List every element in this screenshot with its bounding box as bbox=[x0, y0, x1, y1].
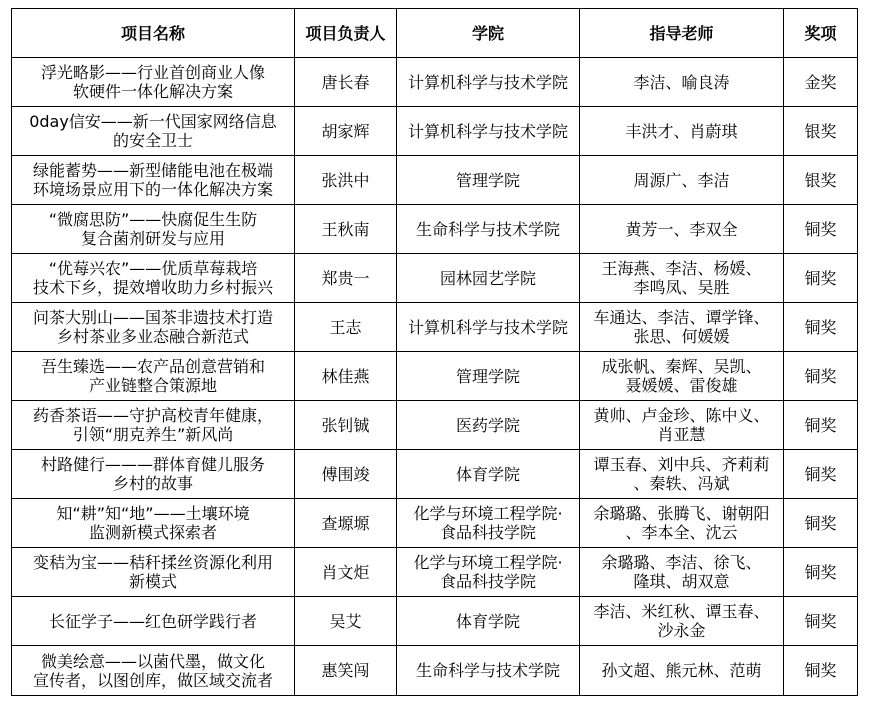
cell-college-line: 管理学院 bbox=[455, 170, 520, 190]
cell-project-name-line: “微腐思防”——快腐促生生防 bbox=[48, 210, 258, 229]
cell-advisors bbox=[580, 254, 784, 303]
cell-project-name bbox=[12, 352, 295, 401]
table-row bbox=[12, 548, 858, 597]
cell-advisors-line: 丰洪才、肖蔚琪 bbox=[625, 121, 738, 141]
table-row bbox=[12, 597, 858, 646]
cell-project-leader: 郑贵一 bbox=[295, 254, 397, 303]
cell-project-name-line: 产业链整合策源地 bbox=[88, 376, 217, 395]
cell-project-name-line: 环境场景应用下的一体化解决方案 bbox=[32, 180, 273, 199]
awards-table bbox=[11, 8, 858, 696]
cell-advisors-line: 成张帆、秦辉、吴凯、 bbox=[601, 357, 762, 376]
cell-project-leader: 张洪中 bbox=[295, 156, 397, 205]
table-row bbox=[12, 156, 858, 205]
cell-advisors bbox=[580, 597, 784, 646]
awards-table-container bbox=[11, 8, 858, 696]
cell-project-leader: 唐长春 bbox=[295, 58, 397, 107]
cell-advisors-line: 黄芳一、李双全 bbox=[625, 219, 738, 239]
cell-project-name bbox=[12, 303, 295, 352]
table-row bbox=[12, 450, 858, 499]
cell-project-leader: 查塬塬 bbox=[295, 499, 397, 548]
cell-award: 银奖 bbox=[784, 107, 858, 156]
cell-college bbox=[397, 548, 580, 597]
table-header-row bbox=[12, 9, 858, 58]
cell-advisors-line: 沙永金 bbox=[657, 621, 706, 640]
cell-college-line: 化学与环境工程学院· bbox=[413, 504, 563, 523]
cell-project-name-line: 新模式 bbox=[128, 572, 177, 591]
cell-college-line: 生命科学与技术学院 bbox=[415, 661, 560, 680]
cell-award: 铜奖 bbox=[784, 254, 858, 303]
cell-college-line: 生命科学与技术学院 bbox=[415, 219, 560, 239]
cell-project-name-line: 村路健行———群体育健儿服务 bbox=[40, 455, 265, 474]
cell-project-name bbox=[12, 58, 295, 107]
cell-advisors-line: 聂媛媛、雷俊雄 bbox=[625, 376, 738, 395]
cell-advisors-line: 、李本全、沈云 bbox=[625, 523, 738, 542]
cell-college-line: 医药学院 bbox=[455, 415, 520, 435]
cell-project-name bbox=[12, 156, 295, 205]
cell-college-line: 食品科技学院 bbox=[439, 523, 536, 542]
cell-project-name-line: 复合菌剂研发与应用 bbox=[80, 229, 225, 248]
cell-project-name bbox=[12, 499, 295, 548]
header-advisors: 指导老师 bbox=[580, 9, 784, 58]
cell-project-name bbox=[12, 401, 295, 450]
cell-project-name bbox=[12, 450, 295, 499]
cell-college bbox=[397, 352, 580, 401]
cell-advisors bbox=[580, 548, 784, 597]
cell-award: 铜奖 bbox=[784, 352, 858, 401]
cell-project-leader: 傅围竣 bbox=[295, 450, 397, 499]
cell-college bbox=[397, 58, 580, 107]
cell-advisors bbox=[580, 107, 784, 156]
cell-award: 银奖 bbox=[784, 156, 858, 205]
cell-college bbox=[397, 205, 580, 254]
cell-advisors bbox=[580, 303, 784, 352]
cell-project-leader: 吴艾 bbox=[295, 597, 397, 646]
cell-award: 铜奖 bbox=[784, 401, 858, 450]
cell-college-line: 计算机科学与技术学院 bbox=[407, 317, 568, 337]
cell-advisors-line: 肖亚慧 bbox=[657, 425, 706, 444]
cell-college bbox=[397, 254, 580, 303]
cell-advisors-line: 李洁、米红秋、谭玉春、 bbox=[593, 602, 770, 621]
cell-college bbox=[397, 646, 580, 696]
cell-project-name-line: 宣传者，以图创库，做区域交流者 bbox=[32, 670, 273, 690]
cell-project-leader: 肖文炬 bbox=[295, 548, 397, 597]
cell-advisors bbox=[580, 205, 784, 254]
cell-college-line: 园林园艺学院 bbox=[439, 268, 536, 288]
cell-project-leader: 王志 bbox=[295, 303, 397, 352]
cell-project-name-line: 技术下乡，提效增收助力乡村振兴 bbox=[32, 278, 273, 297]
cell-advisors-line: 孙文超、熊元林、范萌 bbox=[601, 661, 762, 680]
cell-college-line: 食品科技学院 bbox=[439, 572, 536, 591]
cell-advisors-line: 黄帅、卢金珍、陈中义、 bbox=[593, 406, 770, 425]
cell-project-name-line: 知“耕”知“地”——土壤环境 bbox=[56, 504, 250, 523]
cell-college-line: 体育学院 bbox=[455, 464, 520, 484]
cell-advisors bbox=[580, 450, 784, 499]
cell-project-name bbox=[12, 597, 295, 646]
table-body bbox=[12, 58, 858, 696]
table-row bbox=[12, 352, 858, 401]
cell-advisors bbox=[580, 58, 784, 107]
cell-project-leader: 林佳燕 bbox=[295, 352, 397, 401]
cell-award: 铜奖 bbox=[784, 205, 858, 254]
cell-advisors-line: 王海燕、李洁、杨媛、 bbox=[601, 259, 762, 278]
cell-advisors bbox=[580, 646, 784, 696]
cell-advisors-line: 周源广、李洁 bbox=[633, 170, 730, 190]
cell-project-leader: 惠笑闯 bbox=[295, 646, 397, 696]
cell-advisors bbox=[580, 401, 784, 450]
table-row bbox=[12, 646, 858, 696]
cell-college bbox=[397, 303, 580, 352]
cell-project-name-line: 浮光略影——行业首创商业人像 bbox=[40, 63, 265, 82]
cell-award: 铜奖 bbox=[784, 646, 858, 696]
header-college: 学院 bbox=[397, 9, 580, 58]
cell-award: 铜奖 bbox=[784, 450, 858, 499]
cell-project-name-line: 变秸为宝——秸秆揉丝资源化利用 bbox=[32, 553, 273, 572]
cell-project-name-line: 绿能蓄势——新型储能电池在极端 bbox=[32, 161, 273, 180]
cell-project-name-line: 的安全卫士 bbox=[112, 131, 193, 150]
cell-college-line: 计算机科学与技术学院 bbox=[407, 121, 568, 141]
cell-project-leader: 胡家辉 bbox=[295, 107, 397, 156]
cell-project-name-line: “优莓兴农”——优质草莓栽培 bbox=[48, 259, 258, 278]
cell-project-name-line: 微美绘意——以菌代墨，做文化 bbox=[40, 651, 265, 671]
cell-college bbox=[397, 450, 580, 499]
cell-advisors bbox=[580, 156, 784, 205]
cell-project-name bbox=[12, 254, 295, 303]
cell-college-line: 体育学院 bbox=[455, 611, 520, 631]
cell-advisors-line: 余璐璐、张腾飞、谢朝阳 bbox=[593, 504, 770, 523]
cell-project-name-line: 软硬件一体化解决方案 bbox=[72, 82, 233, 101]
cell-college-line: 化学与环境工程学院· bbox=[413, 553, 563, 572]
cell-advisors-line: 李洁、喻良涛 bbox=[633, 72, 730, 92]
cell-award: 铜奖 bbox=[784, 548, 858, 597]
cell-advisors-line: 车通达、李洁、谭学锋、 bbox=[593, 308, 770, 327]
cell-project-name-line: 乡村茶业多业态融合新范式 bbox=[56, 327, 249, 346]
cell-award: 金奖 bbox=[784, 58, 858, 107]
cell-advisors bbox=[580, 352, 784, 401]
cell-project-name-line: 问茶大别山——国茶非遗技术打造 bbox=[32, 308, 273, 327]
cell-advisors-line: 、秦轶、冯斌 bbox=[633, 474, 730, 493]
cell-college-line: 管理学院 bbox=[455, 366, 520, 386]
cell-award: 铜奖 bbox=[784, 499, 858, 548]
cell-college bbox=[397, 156, 580, 205]
cell-advisors-line: 李鸣凤、吴胜 bbox=[633, 278, 730, 297]
cell-advisors bbox=[580, 499, 784, 548]
cell-project-name-line: 监测新模式探索者 bbox=[88, 523, 217, 542]
cell-project-name-line: 吾生臻选——农产品创意营销和 bbox=[40, 357, 265, 376]
cell-project-name bbox=[12, 646, 295, 696]
cell-project-leader: 王秋南 bbox=[295, 205, 397, 254]
cell-college bbox=[397, 499, 580, 548]
table-row bbox=[12, 499, 858, 548]
cell-project-name-line: 0day信安——新一代国家网络信息 bbox=[29, 112, 277, 131]
cell-college bbox=[397, 401, 580, 450]
cell-advisors-line: 隆琪、胡双意 bbox=[633, 572, 730, 591]
table-row bbox=[12, 401, 858, 450]
cell-project-name bbox=[12, 205, 295, 254]
cell-project-name bbox=[12, 107, 295, 156]
cell-college-line: 计算机科学与技术学院 bbox=[407, 72, 568, 92]
cell-advisors-line: 余璐璐、李洁、徐飞、 bbox=[601, 553, 762, 572]
table-row bbox=[12, 58, 858, 107]
table-row bbox=[12, 107, 858, 156]
cell-project-name bbox=[12, 548, 295, 597]
header-project-leader: 项目负责人 bbox=[295, 9, 397, 58]
cell-project-name-line: 乡村的故事 bbox=[112, 474, 193, 493]
cell-project-name-line: 引领“朋克养生”新风尚 bbox=[72, 425, 234, 444]
cell-award: 铜奖 bbox=[784, 597, 858, 646]
cell-college bbox=[397, 597, 580, 646]
cell-award: 铜奖 bbox=[784, 303, 858, 352]
cell-project-leader: 张钊铖 bbox=[295, 401, 397, 450]
header-award: 奖项 bbox=[784, 9, 858, 58]
cell-project-name-line: 长征学子——红色研学践行者 bbox=[48, 611, 257, 631]
table-row bbox=[12, 205, 858, 254]
table-row bbox=[12, 254, 858, 303]
cell-advisors-line: 张思、何媛媛 bbox=[633, 327, 730, 346]
cell-project-name-line: 药香茶语——守护高校青年健康， bbox=[32, 406, 273, 425]
cell-college bbox=[397, 107, 580, 156]
table-row bbox=[12, 303, 858, 352]
cell-advisors-line: 谭玉春、刘中兵、齐莉莉 bbox=[593, 455, 770, 474]
header-project-name: 项目名称 bbox=[12, 9, 295, 58]
